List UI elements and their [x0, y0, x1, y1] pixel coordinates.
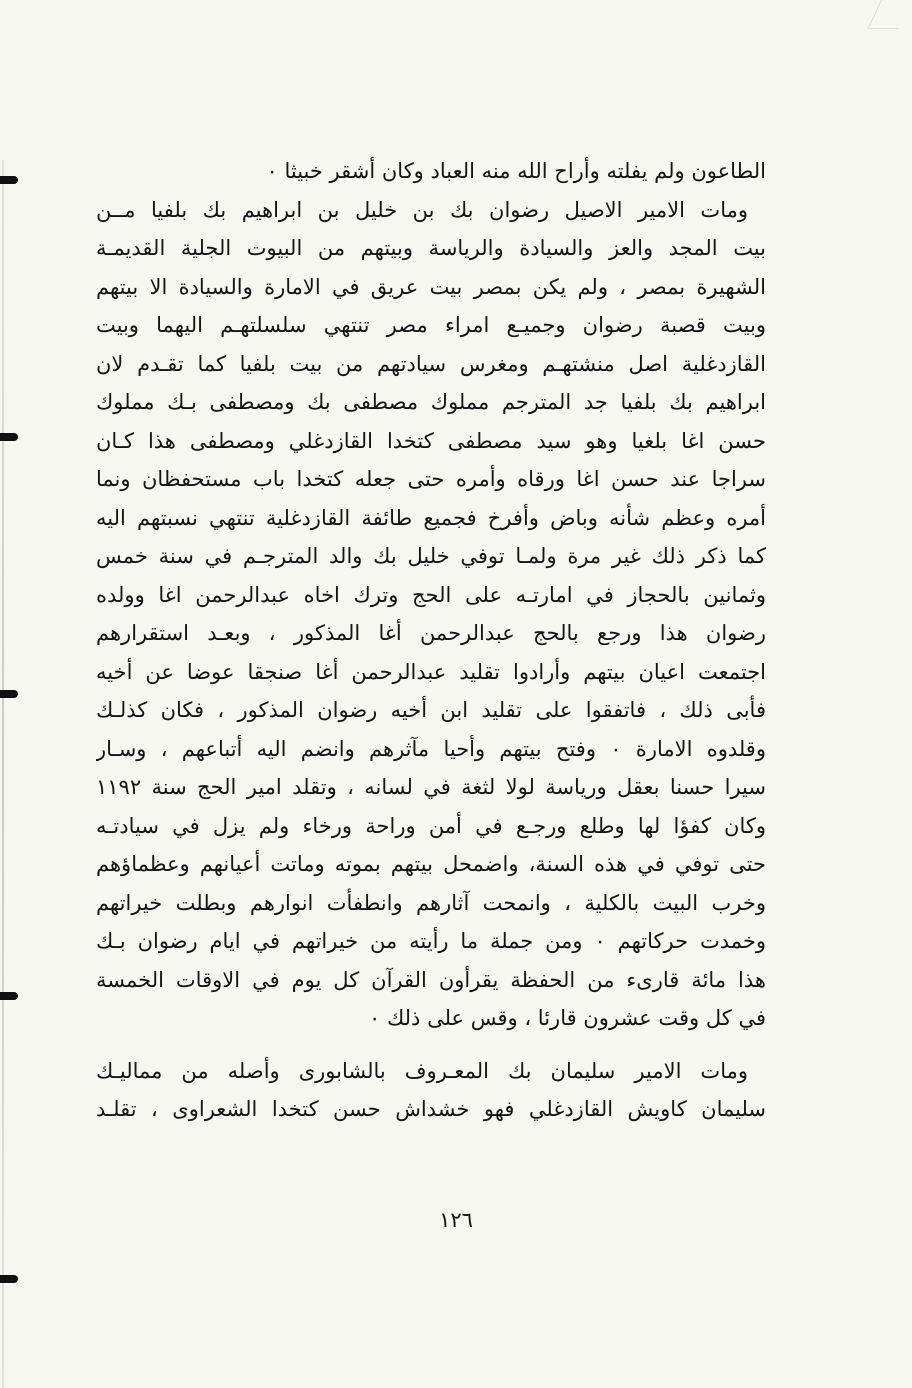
text-line: ومات الامير سليمان بك المعـروف بالشابورى وأصله من مماليـك [96, 1058, 748, 1083]
text-line: في كل وقت عشرون قارئا ، وقس على ذلك ٠ [368, 1006, 766, 1030]
text-line: وكان كفؤا لها وطلع ورجـع في أمن وراحة ورخاء ولم يزل في سيادتـه [96, 813, 766, 838]
text-line: ابراهيم بك بلفيا جد المترجم مملوك مصطفى بك ومصطفى بـك مملوك [96, 390, 766, 414]
text-line: سيرا حسنا بعقل ورياسة لولا لثغة في لسانه ، وتقلد امير الحج سنة ١١٩٢ [96, 775, 766, 799]
text-line: وخمدت حركاتهم ٠ ومن جملة ما رأيته من خيراتهم في ايام رضوان بـك [96, 929, 766, 953]
text-line: الشهيرة بمصر ، ولم يكن بمصر بيت عريق في الامارة والسيادة الا بيتهم [96, 274, 766, 299]
binding-mark [0, 433, 18, 441]
text-line: وقلدوه الامارة ٠ وفتح بيتهم وأحيا مآثرهم وانضم اليه أتباعهم ، وسـار [96, 736, 766, 761]
text-line: هذا مائة قارىء من الحفظة يقرأون القرآن كل يوم في الاوقات الخمسة [96, 967, 766, 992]
text-line: كما ذكر ذلك غير مرة ولمـا توفي خليل بك والد المترجـم في سنة خمس [96, 544, 766, 568]
text-line: رضوان هذا ورجع بالحج عبدالرحمن أغا المذكور ، وبعـد استقرارهم [96, 621, 766, 645]
text-line: أمره وعظم شأنه وباض وأفرخ فجميع طائفة القازدغلية تنتهي نسبتهم اليه [96, 505, 766, 530]
binding-mark [0, 992, 18, 1000]
text-line: سراجا عند حسن اغا ورقاه وأمره حتى جعله كتخدا باب مستحفظان ونما [96, 467, 766, 491]
page-text [96, 152, 766, 1129]
text-line: وبيت قصبة رضوان وجميـع امراء مصر تنتهي سلسلتهـم اليهما وبيت [96, 313, 766, 337]
text-line: القازدغلية اصل منشتهـم ومغرس سيادتهم من بيت بلفيا كما تقـدم لان [96, 351, 766, 376]
paragraph-gap [96, 1038, 766, 1052]
text-line: فأبى ذلك ، فاتفقوا على تقليد ابن أخيه رضوان المذكور ، فكان كذلـك [96, 698, 766, 722]
text-line: بيت المجد والعز والسيادة والرياسة وبيتهم من البيوت الجلية القديمـة [96, 236, 766, 260]
binding-mark [0, 1275, 18, 1283]
text-line: الطاعون ولم يفلته وأراح الله منه العباد وكان أشقر خبيثا ٠ [266, 159, 766, 183]
text-line: حتى توفي في هذه السنة، واضمحل بيتهم بموته وماتت أعيانهم وعظماؤهم [96, 852, 766, 876]
text-line: سليمان كاويش القازدغلي فهو خشداش حسن كتخدا الشعراوى ، تقلـد [96, 1097, 766, 1121]
text-line: وثمانين بالحجاز في امارتـه على الحج وترك اخاه عبدالرحمن اغا وولده [96, 582, 766, 607]
text-line: وخرب البيت بالكلية ، وانمحت آثارهم وانطفأت انوارهم وبطلت خيراتهم [96, 890, 766, 915]
text-line: حسن اغا بلغيا وهو سيد مصطفى كتخدا القازدغلي ومصطفى هذا كـان [96, 428, 766, 453]
page-corner-crease [867, 0, 912, 29]
text-line: اجتمعت اعيان بيتهم وأرادوا تقليد عبدالرحمن أغا صنجقا عوضا عن أخيه [96, 659, 766, 684]
page-number: ١٢٦ [439, 1208, 473, 1232]
text-line: ومات الامير الاصيل رضوان بك بن خليل بن ابراهيم بك بلفيا مــن [96, 197, 748, 222]
page-edge-shadow [2, 160, 4, 1388]
binding-mark [0, 176, 18, 184]
binding-mark [0, 690, 18, 698]
